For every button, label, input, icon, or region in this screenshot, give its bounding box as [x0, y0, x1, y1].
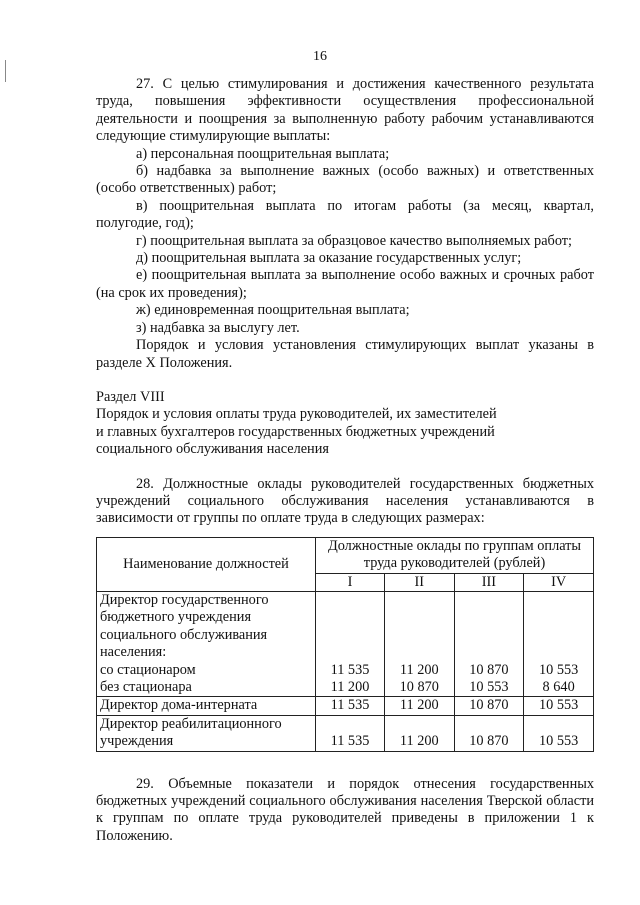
- group-header: IV: [524, 573, 594, 591]
- group-header: II: [384, 573, 454, 591]
- row-label-line: социального обслуживания: [100, 626, 268, 643]
- row-label-line: населения:: [100, 644, 167, 661]
- cell-value: 11 200: [330, 679, 370, 695]
- group-header: III: [454, 573, 524, 591]
- para-29: 29. Объемные показатели и порядок отнесения государственных бюджетных учреждений социального обслуживания населения Тверской области к группам по оплате труда руководителей приведены в приложении 1 к Положению.: [96, 775, 594, 844]
- para-27-intro: 27. С целью стимулирования и достижения качественного результата труда, повышения эффективности осуществления профессиональной деятельности и поощрения за выполненную работу рабочим устанавливаются следующие стимулирующие выплаты:: [96, 76, 594, 145]
- cell-value: 10 870: [399, 679, 439, 695]
- para-28: 28. Должностные оклады руководителей государственных бюджетных учреждений социального обслуживания населения устанавливаются в зависимости от группы по оплате труда в следующих размерах:: [96, 475, 594, 527]
- table-cell: [384, 591, 454, 696]
- row-label: [97, 591, 316, 696]
- cell-value: 11 535: [316, 697, 385, 715]
- section-subtitle-line: социального обслуживания населения: [96, 441, 329, 458]
- header-groups-line: труда руководителей (рублей): [363, 555, 546, 572]
- para-27-closing: Порядок и условия установления стимулирующих выплат указаны в разделе X Положения.: [96, 337, 594, 371]
- cell-value: 10 870: [454, 715, 524, 751]
- table-row: [97, 591, 594, 696]
- table-cell: [316, 591, 385, 696]
- cell-value: 10 553: [524, 697, 594, 715]
- list-item: г) поощрительная выплата за образцовое качество выполняемых работ;: [136, 232, 572, 249]
- cell-value: 11 535: [316, 715, 385, 751]
- list-item: ж) единовременная поощрительная выплата;: [136, 302, 410, 319]
- table-cell: [454, 591, 524, 696]
- margin-mark: [5, 60, 6, 82]
- header-groups-line: Должностные оклады по группам оплаты: [327, 537, 582, 554]
- section-subtitle-line: и главных бухгалтеров государственных бюджетных учреждений: [96, 423, 495, 440]
- row-label-line: Директор государственного: [100, 591, 269, 608]
- list-item: е) поощрительная выплата за выполнение особо важных и срочных работ (на срок их проведения);: [96, 267, 594, 301]
- cell-value: 10 870: [454, 697, 524, 715]
- cell-value: 10 553: [469, 679, 509, 695]
- cell-value: 10 553: [524, 715, 594, 751]
- cell-value: 11 200: [399, 661, 439, 678]
- group-header: I: [316, 573, 385, 591]
- cell-value: 10 870: [469, 661, 509, 678]
- row-label-line: без стационара: [100, 679, 192, 695]
- section-title: Раздел VIII: [96, 388, 165, 405]
- table-row: [97, 697, 594, 715]
- list-item: д) поощрительная выплата за оказание государственных услуг;: [136, 250, 522, 267]
- cell-value: 10 553: [538, 661, 579, 678]
- list-item: б) надбавка за выполнение важных (особо важных) и ответственных (особо ответственных) работ;: [96, 163, 594, 197]
- row-label-line: Директор реабилитационного: [100, 715, 282, 732]
- row-label: Директор дома-интерната: [97, 697, 316, 715]
- document-body: [96, 76, 594, 845]
- page-number: 16: [313, 49, 327, 64]
- section-subtitle-line: Порядок и условия оплаты труда руководителей, их заместителей: [96, 406, 497, 423]
- row-label: [97, 715, 316, 751]
- cell-value: 11 200: [384, 697, 454, 715]
- list-item: з) надбавка за выслугу лет.: [136, 319, 300, 336]
- table-row: [97, 715, 594, 751]
- row-label-line: бюджетного учреждения: [100, 609, 252, 626]
- cell-value: 8 640: [542, 679, 575, 695]
- cell-value: 11 200: [384, 715, 454, 751]
- list-item: а) персональная поощрительная выплата;: [136, 145, 390, 162]
- row-label-line: учреждения: [100, 733, 174, 750]
- table-cell: [524, 591, 594, 696]
- header-name: Наименование должностей: [97, 537, 316, 591]
- list-item: в) поощрительная выплата по итогам работы (за месяц, квартал, полугодие, год);: [96, 197, 594, 232]
- header-groups: [316, 537, 594, 573]
- salary-table: [96, 537, 594, 752]
- cell-value: 11 535: [330, 661, 370, 678]
- row-label-line: со стационаром: [100, 661, 196, 678]
